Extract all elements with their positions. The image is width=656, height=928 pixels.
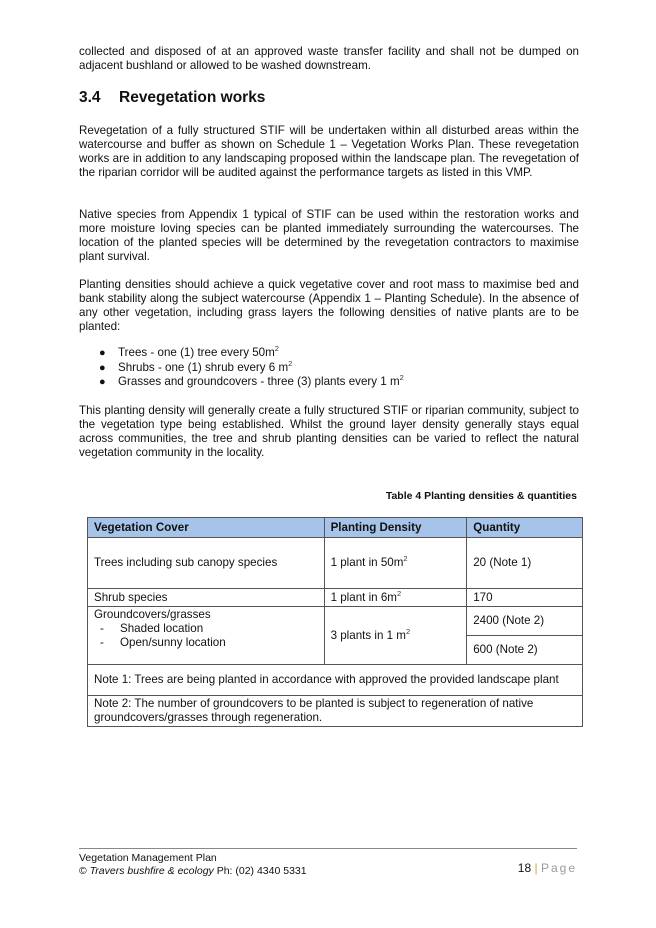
cell-quantity: 170 [467,589,583,607]
table-row-groundcovers [88,607,583,636]
header-planting-density: Planting Density [324,518,467,538]
bullet-shrubs: ● Shrubs - one (1) shrub every 6 $m^2$ [99,358,293,374]
page-word: Page [540,861,577,875]
footer-title: Vegetation Management Plan [79,852,217,864]
paragraph-closing: This planting density will generally create a fully structured STIF or riparian community, subject to the vegetation type being established. Whilst the ground layer density generally stays equal across communities, the tree and shrub planting densities can be varied to reflect the natural vegetation community in the locality. [79,404,579,459]
table-header-row [88,518,583,538]
table-caption: Table 4 Planting densities & quantities [385,490,577,502]
document-page [79,0,579,928]
sub-item-open: - Open/sunny location [100,636,226,649]
paragraph-revegetation: Revegetation of a fully structured STIF will be undertaken within all disturbed areas within the watercourse and buffer as shown on Schedule 1 – Vegetation Works Plan. These revegetation works are in addition to any landscaping proposed within the landscape plan. The revegetation of the riparian corridor will be audited against the performance targets as listed in this VMP. [79,124,579,179]
table-note-1: Note 1: Trees are being planted in accordance with approved the provided landscape plant [88,665,583,696]
cell-cover: Groundcovers/grasses - Shaded location - Open/sunny location [88,607,325,665]
cell-density: 1 plant in $50m^2$ [324,538,467,589]
bullet-icon: ● [99,361,106,374]
sub-item-shaded: - Shaded location [100,622,204,635]
section-title: Revegetation works [119,89,266,106]
intro-paragraph: collected and disposed of at an approved waste transfer facility and shall not be dumped on adjacent bushland or allowed to be washed downstream. [79,45,579,72]
cell-quantity-shaded: 2400 (Note 2) [467,607,583,636]
table-row-shrubs [88,589,583,607]
bullet-trees: ● Trees - one (1) tree every $50m^2$ [99,344,279,359]
cell-cover: Shrub species [88,589,325,607]
planting-table [87,517,583,727]
table-note-row [88,696,583,727]
table-note-row [88,665,583,696]
copyright-symbol: © [79,865,87,877]
footer-company: Travers bushfire & ecology [89,865,214,877]
footer-phone: Ph: (02) 4340 5331 [216,865,307,877]
table-row-trees [88,538,583,589]
footer-divider [79,848,577,849]
paragraph-planting-densities: Planting densities should achieve a quick vegetative cover and root mass to maximise bed and bank stability along the subject watercourse (Appendix 1 – Planting Schedule). In the absence of any other vegetation, including grass layers the following densities of native plants are to be planted: [79,278,579,333]
cell-density: 3 plants in 1 $m^2$ [324,607,467,665]
page-separator: | [534,861,538,875]
paragraph-native-species: Native species from Appendix 1 typical of STIF can be used within the restoration works and more moisture loving species can be planted immediately surrounding the watercourses. The location of the planted species will be determined by the revegetation contractors to maximise plant survival. [79,208,579,263]
bullet-icon: ● [99,347,106,359]
cell-cover: Trees including sub canopy species [88,538,325,589]
cell-quantity-open: 600 (Note 2) [467,636,583,665]
header-vegetation-cover: Vegetation Cover [88,518,325,538]
cell-quantity: 20 (Note 1) [467,538,583,589]
bullet-icon: ● [99,376,106,388]
page-number: 18 | Page [517,861,577,875]
section-heading [79,88,265,108]
density-bullet-list [79,346,579,390]
bullet-grasses: ● Grasses and groundcovers - three (3) plants every 1 $m^2$ [99,373,404,388]
footer-credit [79,864,307,878]
section-number: 3.4 [79,89,101,106]
header-quantity: Quantity [467,518,583,538]
table-note-2: Note 2: The number of groundcovers to be planted is subject to regeneration of native groundcovers/grasses through regeneration. [88,696,583,727]
cell-density: 1 plant in $6m^2$ [324,589,467,607]
